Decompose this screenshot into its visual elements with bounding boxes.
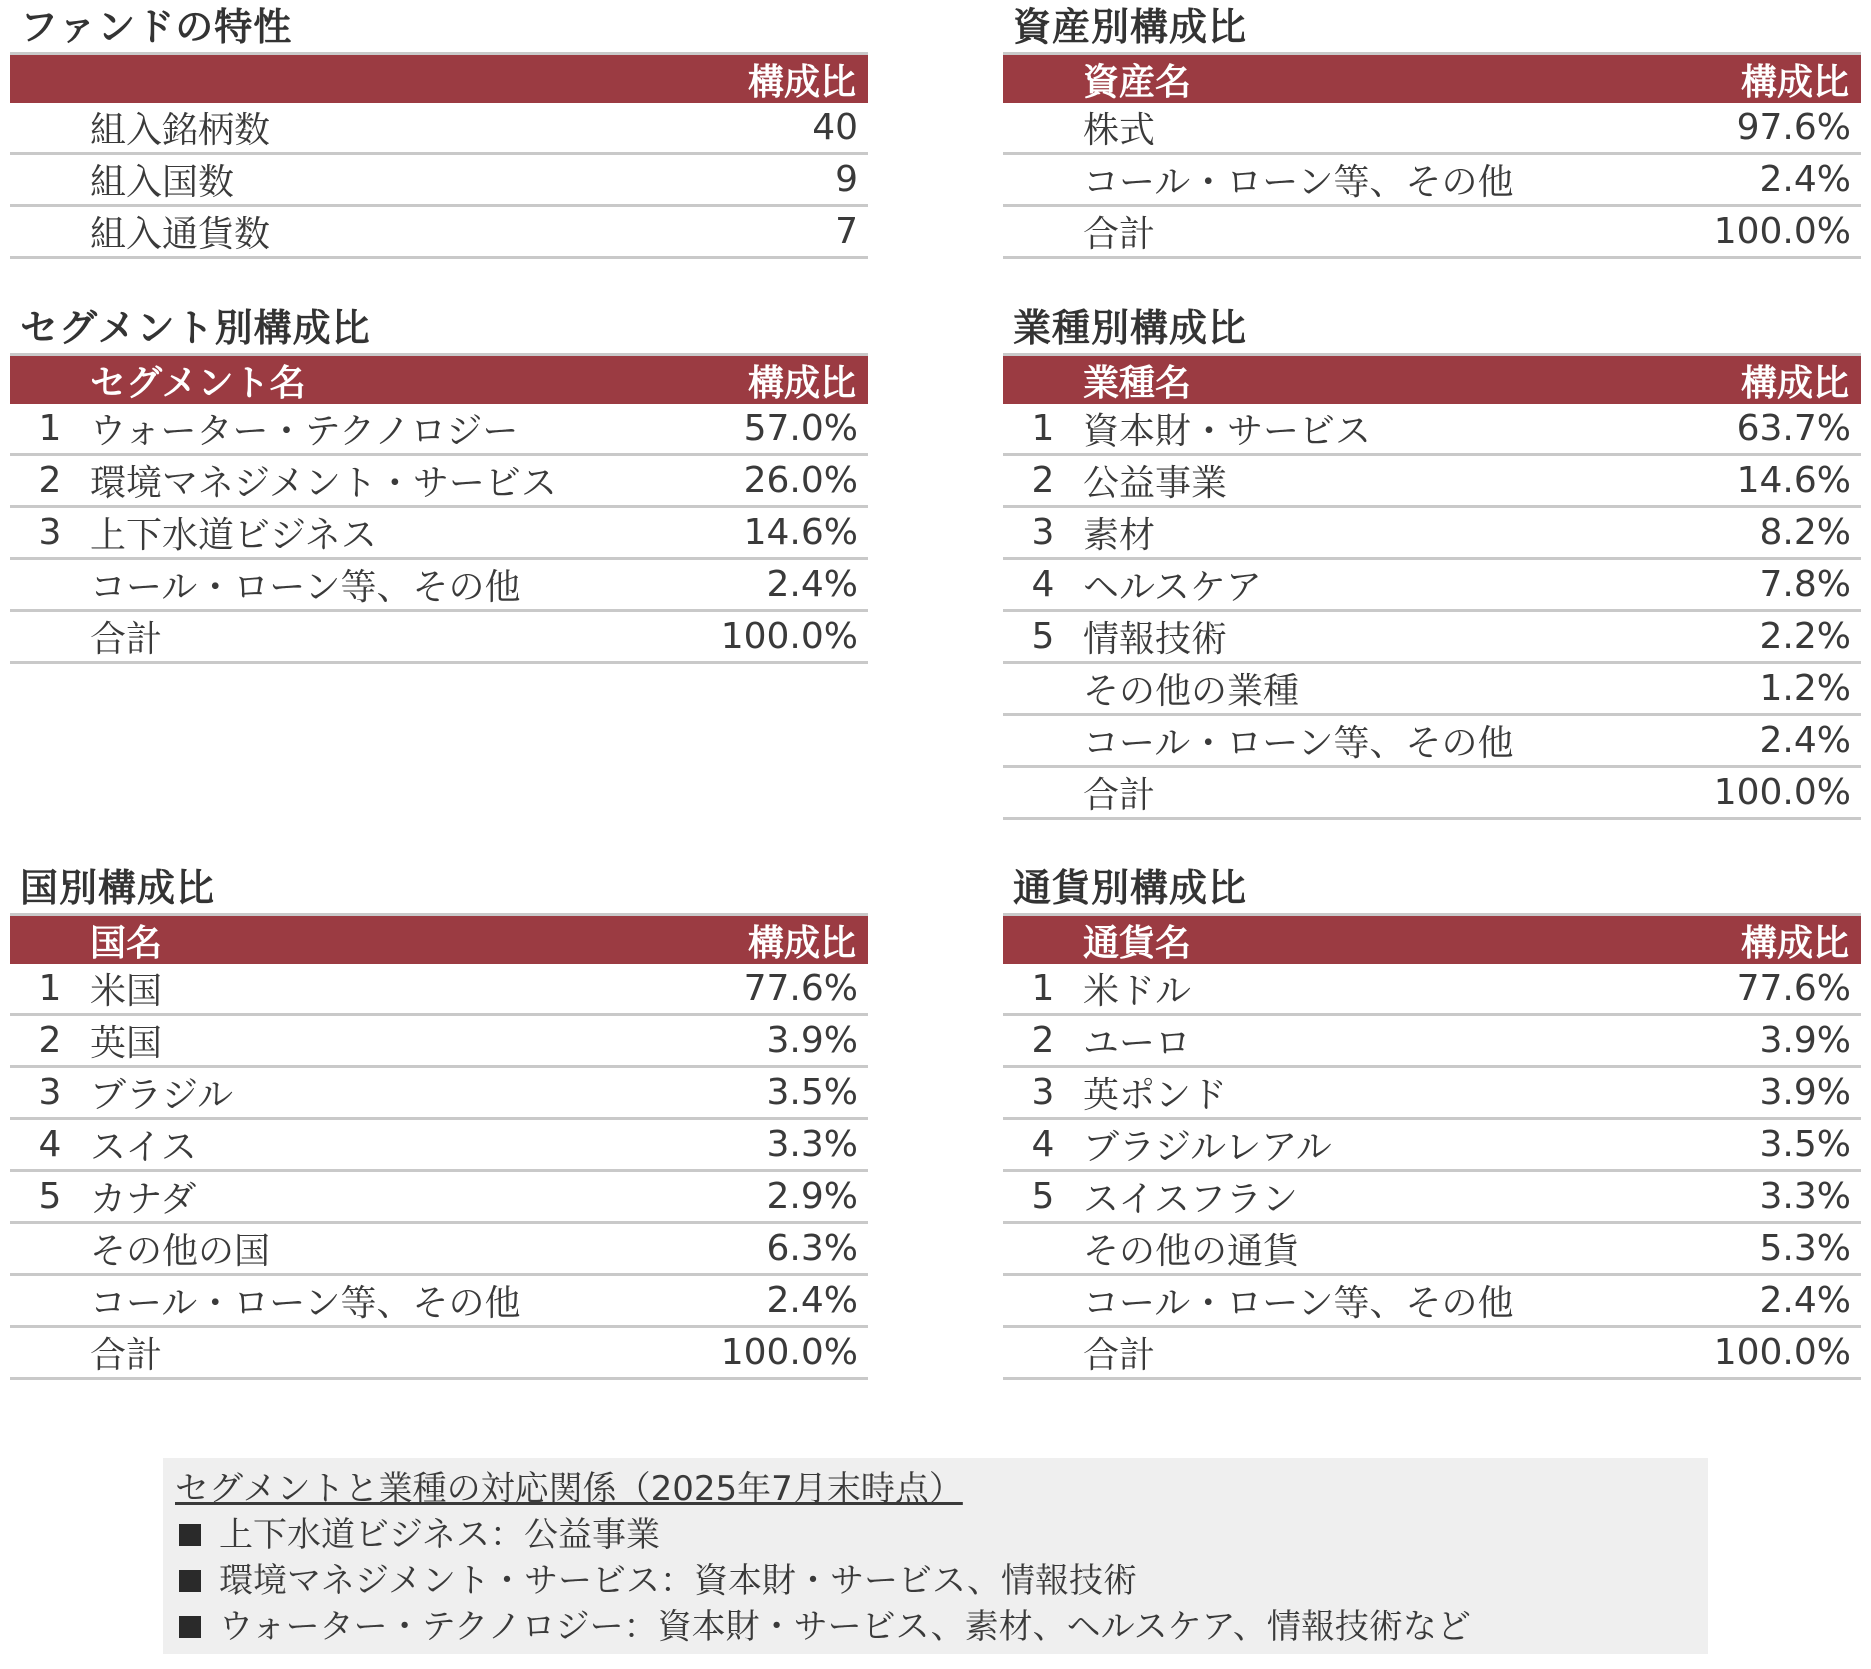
table-row (10, 1328, 868, 1380)
ratio-cell: 63.7% (1736, 408, 1851, 449)
rank-cell: 1 (38, 968, 62, 1009)
name-cell: スイスフラン (1083, 1179, 1298, 1220)
ratio-cell: 100.0% (1713, 772, 1851, 813)
square-bullet-icon (179, 1616, 201, 1638)
header-name-cell: 通貨名 (1083, 922, 1192, 964)
name-cell: 合計 (1083, 214, 1156, 255)
note-line-text: 上下水道ビジネス：公益事業 (219, 1515, 660, 1555)
ratio-cell: 2.4% (1759, 1280, 1851, 1321)
table-row (1003, 768, 1861, 820)
name-cell: その他の通貨 (1083, 1231, 1300, 1272)
ratio-cell: 7 (835, 211, 858, 252)
fund-characteristics-table (10, 52, 868, 259)
asset-allocation-section (1003, 2, 1861, 259)
rank-cell: 5 (1031, 616, 1055, 657)
name-cell: 合計 (1083, 1335, 1156, 1376)
ratio-cell: 5.3% (1759, 1228, 1851, 1269)
rank-cell: 3 (38, 1072, 62, 1113)
name-cell: コール・ローン等、その他 (90, 1283, 521, 1324)
ratio-cell: 3.3% (1759, 1176, 1851, 1217)
table-row (1003, 508, 1861, 560)
name-cell: 素材 (1083, 515, 1156, 556)
name-cell: 上下水道ビジネス (90, 515, 377, 556)
rank-cell: 1 (38, 408, 62, 449)
table-row (1003, 1016, 1861, 1068)
name-cell: ブラジルレアル (1083, 1127, 1332, 1168)
ratio-cell: 2.4% (1759, 159, 1851, 200)
table-row (1003, 716, 1861, 768)
table-row (10, 1068, 868, 1120)
currency-allocation-section (1003, 863, 1861, 1380)
rank-cell: 2 (1031, 460, 1055, 501)
table-header (10, 356, 868, 404)
name-cell: 株式 (1083, 110, 1156, 151)
table-row (1003, 103, 1861, 155)
name-cell: 米国 (90, 971, 163, 1012)
name-cell: 米ドル (1083, 971, 1192, 1012)
ratio-cell: 6.3% (766, 1228, 858, 1269)
name-cell: ユーロ (1083, 1023, 1192, 1064)
table-row (10, 508, 868, 560)
currency-allocation-table (1003, 913, 1861, 1380)
fund-characteristics-section (10, 2, 868, 259)
table-row (10, 1172, 868, 1224)
ratio-cell: 2.4% (1759, 720, 1851, 761)
note-line (175, 1512, 1696, 1558)
note-line-text: 環境マネジメント・サービス：資本財・サービス、情報技術 (219, 1561, 1137, 1601)
ratio-cell: 100.0% (1713, 1332, 1851, 1373)
industry-allocation-section (1003, 303, 1861, 820)
name-cell: 合計 (1083, 775, 1156, 816)
name-cell: 組入通貨数 (90, 214, 271, 255)
name-cell: コール・ローン等、その他 (1083, 1283, 1514, 1324)
name-cell: カナダ (90, 1179, 197, 1220)
table-header (1003, 916, 1861, 964)
name-cell: その他の業種 (1083, 671, 1300, 712)
ratio-cell: 3.9% (1759, 1020, 1851, 1061)
name-cell: 公益事業 (1083, 463, 1228, 504)
ratio-cell: 3.5% (1759, 1124, 1851, 1165)
rank-cell: 2 (1031, 1020, 1055, 1061)
asset-allocation-table (1003, 52, 1861, 259)
rank-cell: 3 (1031, 512, 1055, 553)
table-row (10, 560, 868, 612)
ratio-cell: 8.2% (1759, 512, 1851, 553)
name-cell: コール・ローン等、その他 (90, 567, 521, 608)
table-header (1003, 356, 1861, 404)
ratio-cell: 100.0% (720, 1332, 858, 1373)
table-row (10, 103, 868, 155)
country-allocation-section (10, 863, 868, 1380)
name-cell: その他の国 (90, 1231, 271, 1272)
section-title: 業種別構成比 (1013, 306, 1248, 350)
ratio-cell: 40 (812, 107, 858, 148)
rank-cell: 4 (1031, 564, 1055, 605)
ratio-cell: 2.2% (1759, 616, 1851, 657)
segment-allocation-table (10, 353, 868, 664)
rank-cell: 2 (38, 460, 62, 501)
table-row (1003, 612, 1861, 664)
ratio-cell: 26.0% (743, 460, 858, 501)
ratio-cell: 14.6% (1736, 460, 1851, 501)
table-row (1003, 1224, 1861, 1276)
table-row (1003, 207, 1861, 259)
name-cell: ウォーター・テクノロジー (90, 411, 519, 452)
ratio-cell: 1.2% (1759, 668, 1851, 709)
table-row (1003, 1328, 1861, 1380)
section-title: 国別構成比 (20, 866, 216, 910)
table-row (1003, 1276, 1861, 1328)
segment-industry-note (163, 1458, 1708, 1654)
ratio-cell: 77.6% (1736, 968, 1851, 1009)
name-cell: 合計 (90, 619, 163, 660)
ratio-cell: 3.5% (766, 1072, 858, 1113)
table-header (10, 55, 868, 103)
square-bullet-icon (179, 1524, 201, 1546)
square-bullet-icon (179, 1570, 201, 1592)
table-row (1003, 664, 1861, 716)
name-cell: 組入国数 (90, 162, 235, 203)
table-row (10, 155, 868, 207)
name-cell: ブラジル (90, 1075, 234, 1116)
header-name-cell: 業種名 (1083, 362, 1192, 404)
rank-cell: 4 (38, 1124, 62, 1165)
segment-allocation-section (10, 303, 868, 664)
table-row (1003, 1172, 1861, 1224)
section-title: ファンドの特性 (20, 5, 293, 49)
ratio-cell: 3.9% (766, 1020, 858, 1061)
name-cell: 資本財・サービス (1083, 411, 1372, 452)
name-cell: 情報技術 (1083, 619, 1228, 660)
header-name-cell: 国名 (90, 922, 163, 964)
header-ratio-cell: 構成比 (1740, 922, 1849, 964)
name-cell: コール・ローン等、その他 (1083, 723, 1514, 764)
country-allocation-table (10, 913, 868, 1380)
table-row (10, 964, 868, 1016)
note-line (175, 1558, 1696, 1604)
ratio-cell: 9 (835, 159, 858, 200)
header-ratio-cell: 構成比 (1740, 61, 1849, 103)
ratio-cell: 3.3% (766, 1124, 858, 1165)
table-header (10, 916, 868, 964)
table-row (10, 1016, 868, 1068)
table-row (10, 1120, 868, 1172)
header-name-cell: 資産名 (1083, 61, 1192, 103)
note-heading: セグメントと業種の対応関係（2025年7月末時点） (175, 1469, 963, 1509)
section-title: 資産別構成比 (1013, 5, 1248, 49)
name-cell: 英国 (90, 1023, 163, 1064)
table-row (1003, 1068, 1861, 1120)
section-title: セグメント別構成比 (20, 306, 371, 350)
name-cell: コール・ローン等、その他 (1083, 162, 1514, 203)
ratio-cell: 100.0% (1713, 211, 1851, 252)
ratio-cell: 97.6% (1736, 107, 1851, 148)
table-row (1003, 964, 1861, 1016)
name-cell: ヘルスケア (1083, 567, 1262, 608)
rank-cell: 5 (38, 1176, 62, 1217)
ratio-cell: 57.0% (743, 408, 858, 449)
table-header (1003, 55, 1861, 103)
ratio-cell: 2.4% (766, 564, 858, 605)
header-ratio-cell: 構成比 (747, 922, 856, 964)
ratio-cell: 2.4% (766, 1280, 858, 1321)
rank-cell: 1 (1031, 408, 1055, 449)
name-cell: 合計 (90, 1335, 163, 1376)
rank-cell: 2 (38, 1020, 62, 1061)
table-row (10, 207, 868, 259)
rank-cell: 3 (1031, 1072, 1055, 1113)
industry-allocation-table (1003, 353, 1861, 820)
header-ratio-cell: 構成比 (747, 61, 856, 103)
rank-cell: 4 (1031, 1124, 1055, 1165)
table-row (10, 612, 868, 664)
section-title: 通貨別構成比 (1013, 866, 1248, 910)
rank-cell: 3 (38, 512, 62, 553)
rank-cell: 5 (1031, 1176, 1055, 1217)
ratio-cell: 100.0% (720, 616, 858, 657)
table-row (10, 1276, 868, 1328)
ratio-cell: 14.6% (743, 512, 858, 553)
header-ratio-cell: 構成比 (747, 362, 856, 404)
name-cell: 環境マネジメント・サービス (90, 463, 557, 504)
rank-cell: 1 (1031, 968, 1055, 1009)
header-ratio-cell: 構成比 (1740, 362, 1849, 404)
ratio-cell: 77.6% (743, 968, 858, 1009)
table-row (1003, 155, 1861, 207)
note-line-text: ウォーター・テクノロジー：資本財・サービス、素材、ヘルスケア、情報技術など (219, 1607, 1471, 1647)
name-cell: 組入銘柄数 (90, 110, 271, 151)
header-name-cell: セグメント名 (90, 362, 306, 404)
ratio-cell: 3.9% (1759, 1072, 1851, 1113)
table-row (1003, 1120, 1861, 1172)
table-row (10, 456, 868, 508)
name-cell: スイス (90, 1127, 197, 1168)
ratio-cell: 2.9% (766, 1176, 858, 1217)
table-row (1003, 560, 1861, 612)
table-row (10, 404, 868, 456)
name-cell: 英ポンド (1083, 1075, 1228, 1116)
table-row (1003, 456, 1861, 508)
ratio-cell: 7.8% (1759, 564, 1851, 605)
table-row (10, 1224, 868, 1276)
table-row (1003, 404, 1861, 456)
note-line (175, 1604, 1696, 1650)
